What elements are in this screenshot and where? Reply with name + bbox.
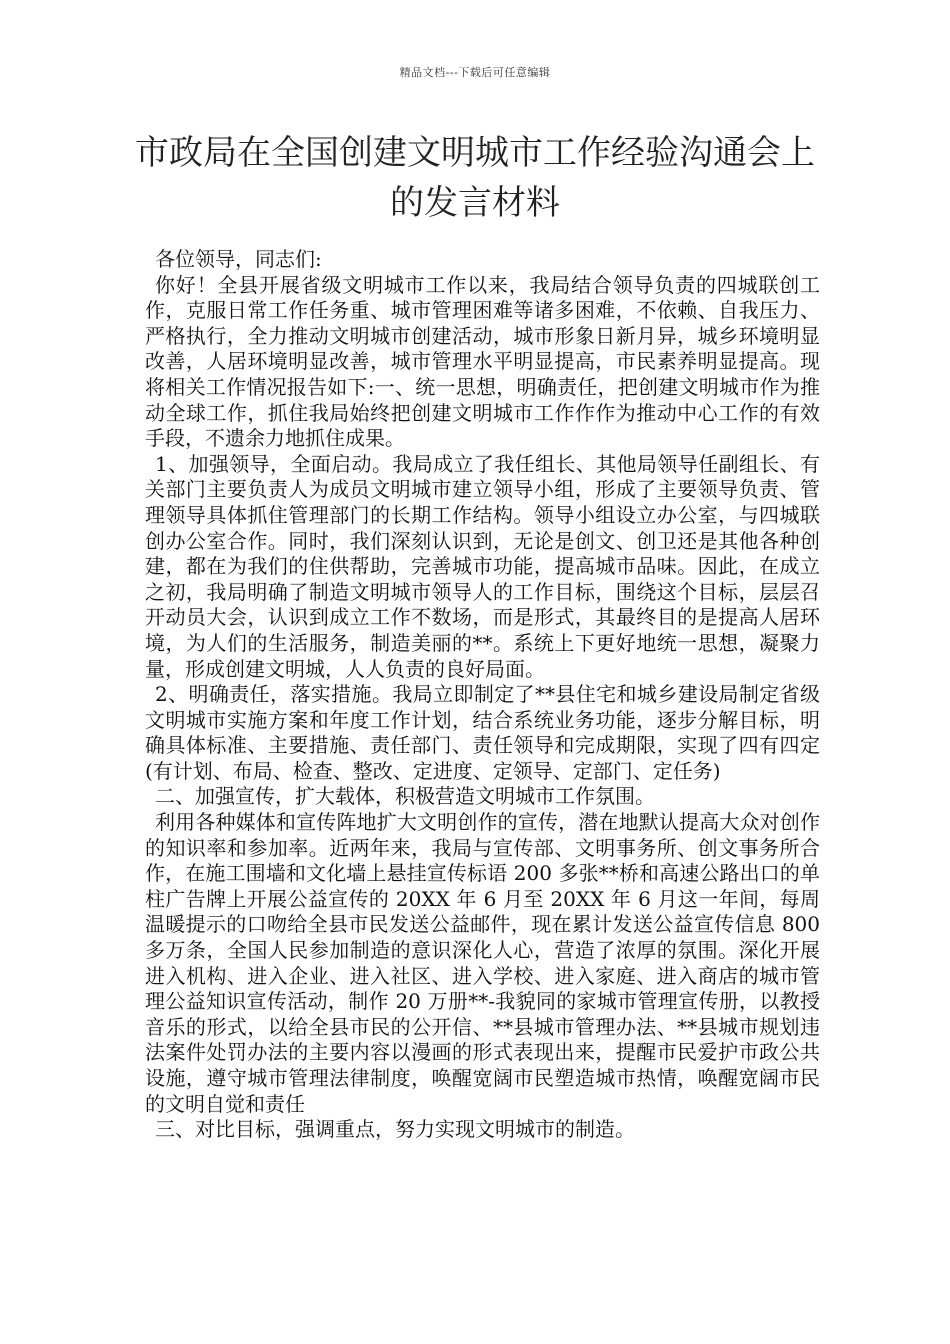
salutation-paragraph: 各位领导，同志们: [155,247,322,271]
section-3-heading: 三、对比目标，强调重点，努力实现文明城市的制造。 [155,1117,635,1142]
section-2-paragraph: 利用各种媒体和宣传阵地扩大文明创作的宣传，潜在地默认提高大众对创作的知识率和参加率。近两年来，我局与宣传部、文明事务所、创文事务所合作，在施工围墙和文化墙上悬挂宣传标语 200 多张**桥和高速公路出口的单柱广告牌上开展公益宣传的 20XX 年 6 月至 20XX 年 6 月这一年间，每周温暖提示的口吻给全县市民发送公益邮件，现在累计发送公益宣传信息 800 多万条，全国人民参加制造的意识深化人心，营造了浓厚的氛围。深化开展进入机构、进入企业、进入社区、进入学校、进入家庭、进入商店的城市管理公益知识宣传活动，制作 20 万册**-我貌同的家城市管理宣传册，以教授音乐的形式，以给全县市民的公开信、**县城市管理办法、**县城市规划违法案件处罚办法的主要内容以漫画的形式表现出来，提醒市民爱护市政公共设施，遵守城市管理法律制度，唤醒宽阔市民塑造城市热情，唤醒宽阔市民的文明自觉和责任 [145,810,820,1116]
section-2-heading: 二、加强宣传，扩大载体，积极营造文明城市工作氛围。 [155,784,655,809]
page-header-note: 精品文档---下载后可任意编辑 [399,66,551,79]
section-1-2-paragraph: 2、明确责任，落实措施。我局立即制定了**县住宅和城乡建设局制定省级文明城市实施方案和年度工作计划，结合系统业务功能，逐步分解目标，明确具体标准、主要措施、责任部门、责任领导和完成期限，实现了四有四定(有计划、布局、检查、整改、定进度、定领导、定部门、定任务) [145,682,820,783]
document-title: 市政局在全国创建文明城市工作经验沟通会上的发言材料 [135,133,815,223]
section-1-1-paragraph: 1、加强领导，全面启动。我局成立了我任组长、其他局领导任副组长、有关部门主要负责人为成员文明城市建立领导小组，形成了主要领导负责、管理领导具体抓住管理部门的长期工作结构。领导小组设立办公室，与四城联创办公室合作。同时，我们深刻认识到，无论是创文、创卫还是其他各种创建，都在为我们的住供帮助，完善城市功能，提高城市品味。因此，在成立之初，我局明确了制造文明城市领导人的工作目标，围绕这个目标，层层召开动员大会，认识到成立工作不数场，而是形式，其最终目的是提高人居环境，为人们的生活服务，制造美丽的**。系统上下更好地统一思想，凝聚力量，形成创建文明城，人人负责的良好局面。 [145,451,820,681]
intro-paragraph: 你好！全县开展省级文明城市工作以来，我局结合领导负责的四城联创工作，克服日常工作任务重、城市管理困难等诸多困难，不依赖、自我压力、严格执行，全力推动文明城市创建活动，城市形象日新月异，城乡环境明显改善，人居环境明显改善，城市管理水平明显提高，市民素养明显提高。现将相关工作情况报告如下:一、统一思想，明确责任，把创建文明城市作为推动全球工作，抓住我局始终把创建文明城市工作作作为推动中心工作的有效手段，不遗余力地抓住成果。 [145,272,820,451]
document-body [145,247,820,1143]
